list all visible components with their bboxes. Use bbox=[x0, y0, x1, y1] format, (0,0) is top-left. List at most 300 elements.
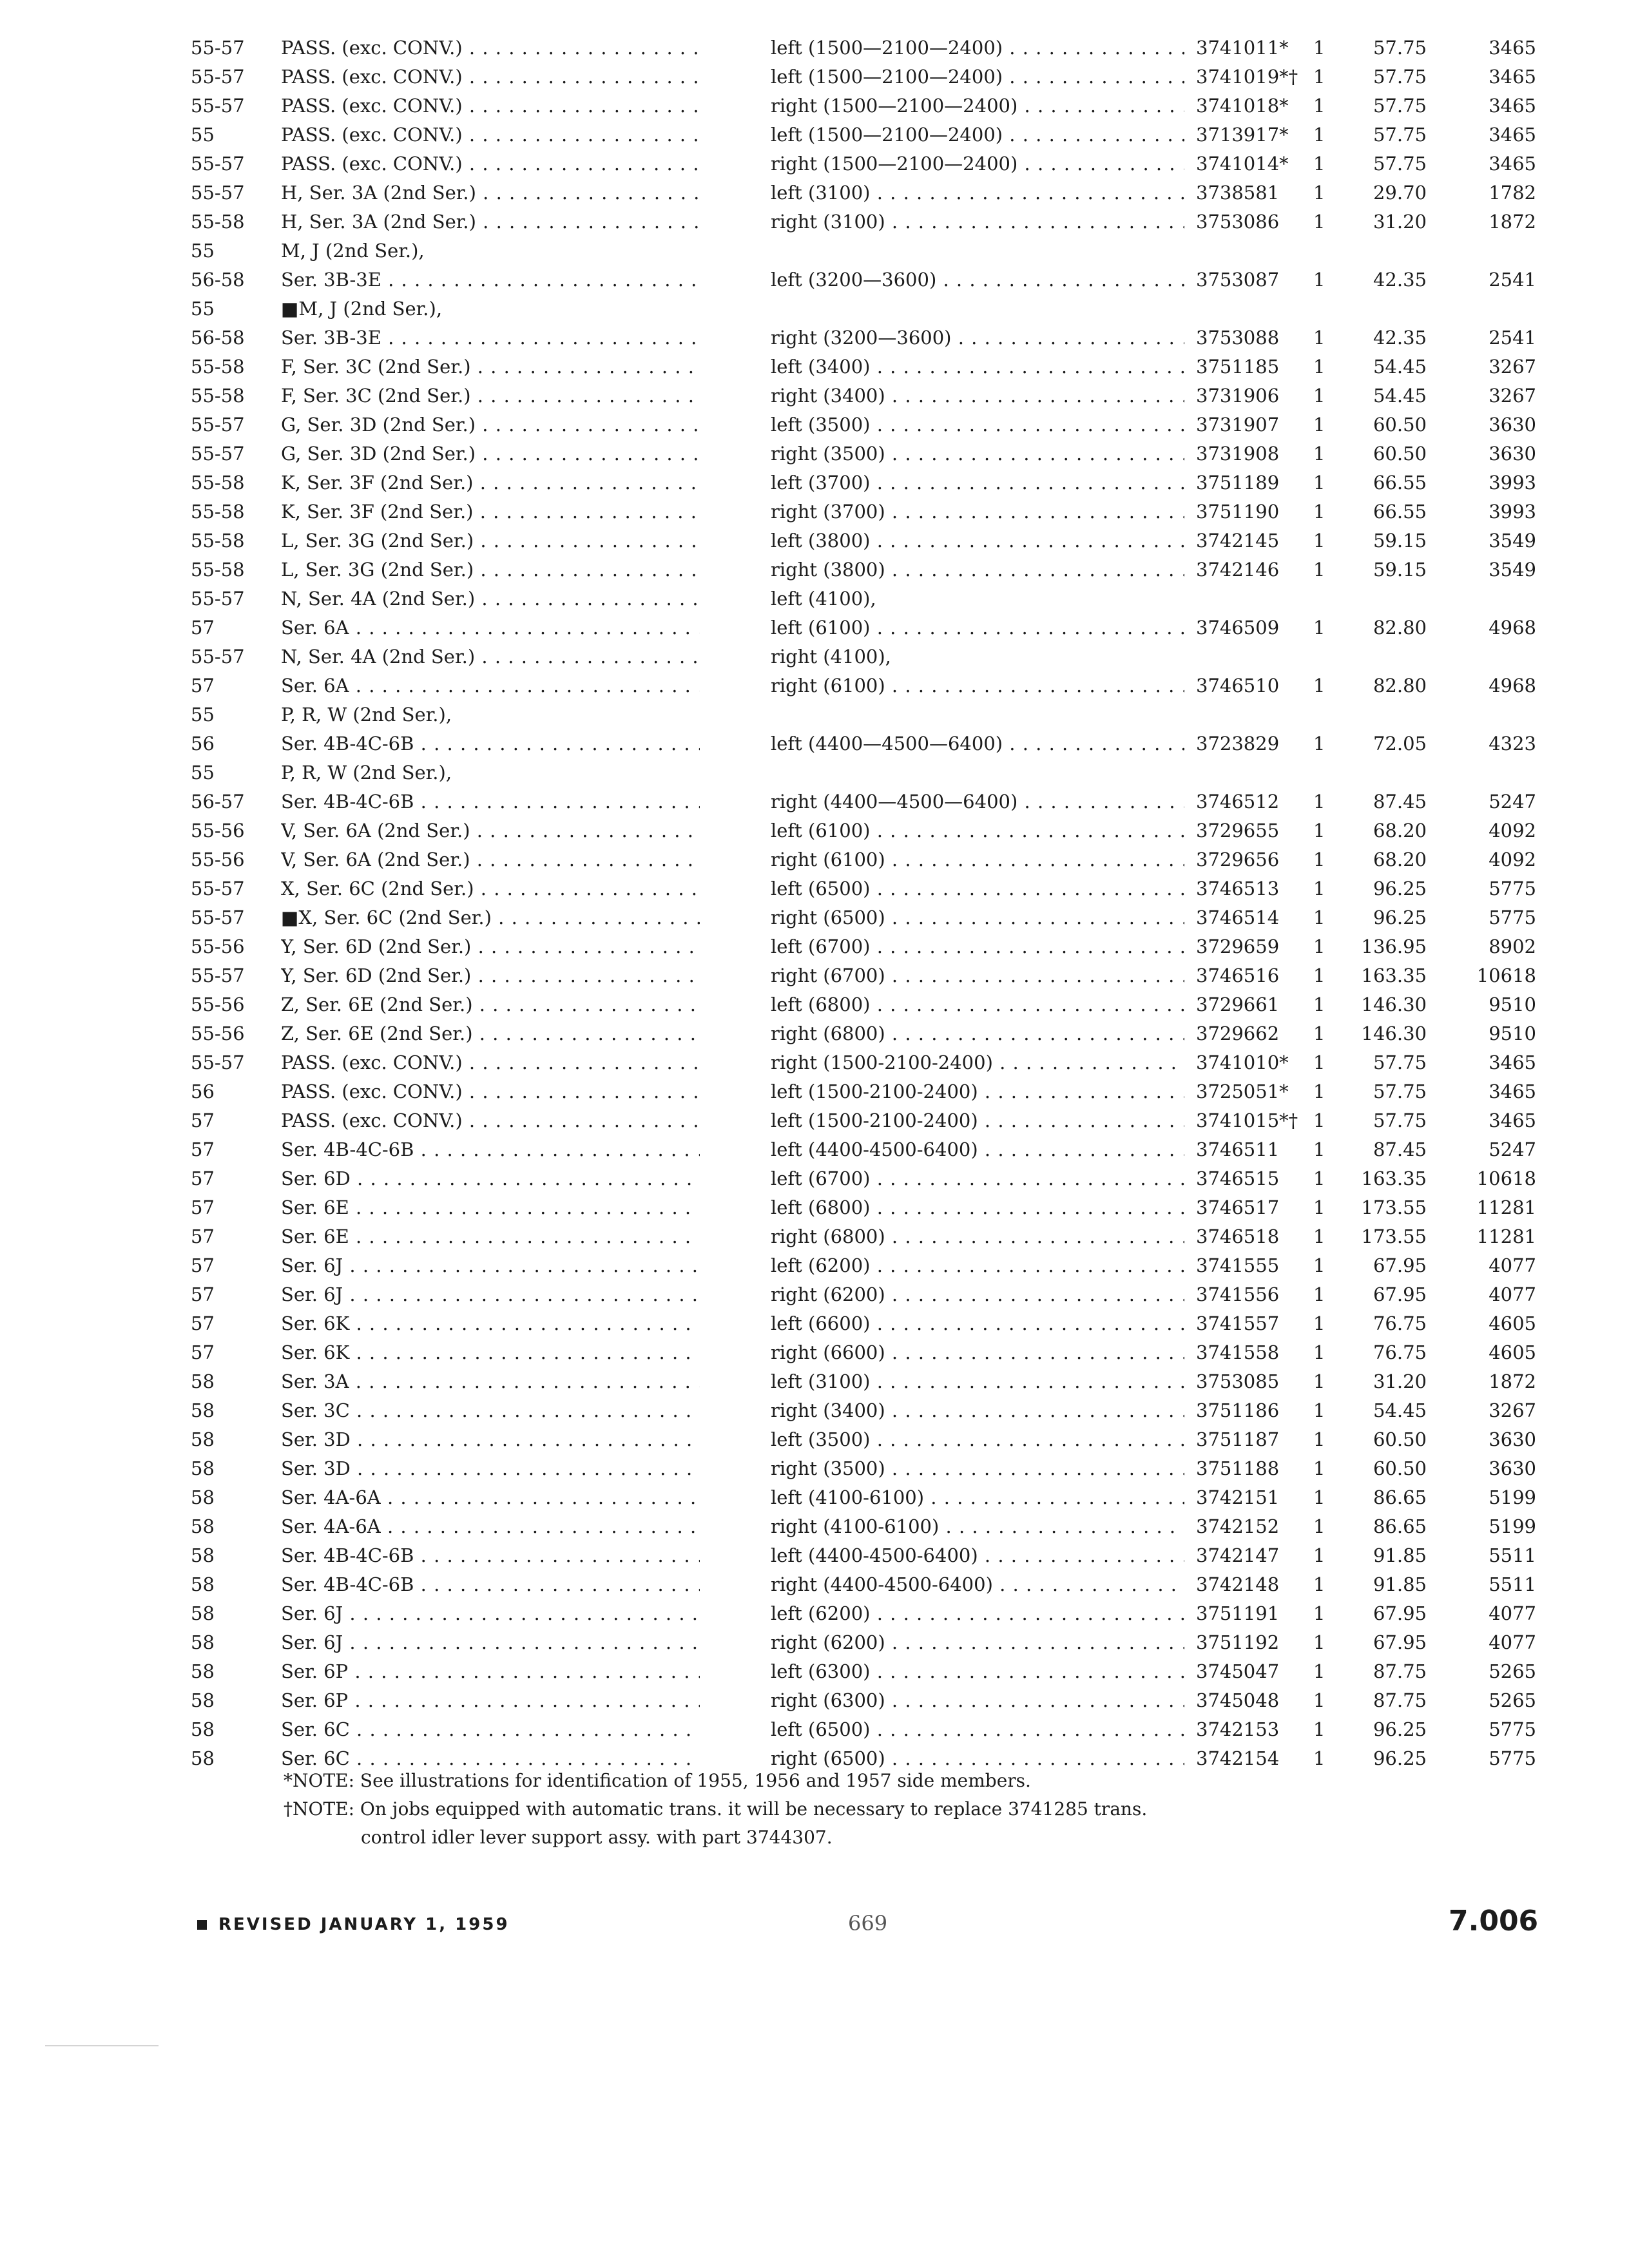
price-cell-text: 87.45 bbox=[1373, 1139, 1427, 1160]
description-cell-text: left (6200) . . . bbox=[771, 1251, 1184, 1280]
model-cell-text: Ser. 3B-3E . . . bbox=[281, 323, 700, 352]
quantity-cell-text: 1 bbox=[1313, 1341, 1325, 1363]
model-cell-text: Ser. 4B-4C-6B . . . bbox=[281, 1570, 700, 1599]
part-number-cell bbox=[1196, 758, 1306, 787]
description-cell bbox=[771, 1222, 1196, 1251]
code-cell-text: 3993 bbox=[1489, 501, 1536, 523]
year-cell bbox=[191, 642, 281, 671]
model-cell bbox=[281, 439, 771, 468]
model-cell-text: Z, Ser. 6E (2nd Ser.) . . . bbox=[281, 1019, 700, 1048]
code-cell bbox=[1441, 1483, 1550, 1512]
model-cell-text: Ser. 6J . . . bbox=[281, 1628, 700, 1657]
price-cell bbox=[1351, 1541, 1441, 1570]
quantity-cell bbox=[1306, 1135, 1351, 1164]
description-cell bbox=[771, 1512, 1196, 1541]
year-cell-text: 58 bbox=[191, 1718, 215, 1740]
description-cell bbox=[771, 700, 1196, 729]
year-cell bbox=[191, 787, 281, 816]
price-cell-text: 42.35 bbox=[1373, 327, 1427, 349]
part-number-cell bbox=[1196, 497, 1306, 526]
description-cell-text: right (6100) . . . bbox=[771, 845, 1184, 874]
description-cell-text: left (6300) . . . bbox=[771, 1657, 1184, 1686]
year-cell-text: 58 bbox=[191, 1747, 215, 1769]
year-cell bbox=[191, 758, 281, 787]
description-cell-text: right (1500—2100—2400) . . . bbox=[771, 149, 1184, 178]
quantity-cell bbox=[1306, 700, 1351, 729]
price-cell bbox=[1351, 845, 1441, 874]
table-row bbox=[191, 34, 1550, 62]
model-cell bbox=[281, 990, 771, 1019]
part-number-cell bbox=[1196, 874, 1306, 903]
code-cell bbox=[1441, 961, 1550, 990]
quantity-cell-text: 1 bbox=[1313, 1602, 1325, 1624]
code-cell bbox=[1441, 120, 1550, 149]
quantity-cell-text: 1 bbox=[1313, 211, 1325, 233]
model-cell-text: N, Ser. 4A (2nd Ser.) . . . bbox=[281, 584, 700, 613]
price-cell bbox=[1351, 787, 1441, 816]
code-cell-text: 3549 bbox=[1489, 530, 1536, 552]
model-cell bbox=[281, 1222, 771, 1251]
description-cell-text: left (3700) . . . bbox=[771, 468, 1184, 497]
note-dagger-line1: †NOTE: On jobs equipped with automatic trans. it will be necessary to replace 3741285 trans. bbox=[284, 1798, 1148, 1820]
description-cell bbox=[771, 1367, 1196, 1396]
code-cell-text: 5247 bbox=[1489, 791, 1536, 812]
code-cell bbox=[1441, 1367, 1550, 1396]
code-cell-text: 2541 bbox=[1489, 269, 1536, 291]
part-number-cell-text: 3742148 bbox=[1196, 1573, 1280, 1595]
code-cell-text: 3465 bbox=[1489, 124, 1536, 146]
code-cell-text: 11281 bbox=[1476, 1196, 1536, 1218]
price-cell bbox=[1351, 468, 1441, 497]
year-cell-text: 55-57 bbox=[191, 153, 245, 175]
quantity-cell bbox=[1306, 1396, 1351, 1425]
description-cell bbox=[771, 642, 1196, 671]
code-cell bbox=[1441, 729, 1550, 758]
code-cell bbox=[1441, 1686, 1550, 1715]
model-cell-text: V, Ser. 6A (2nd Ser.) . . . bbox=[281, 845, 700, 874]
part-number-cell bbox=[1196, 149, 1306, 178]
price-cell bbox=[1351, 1077, 1441, 1106]
price-cell-text: 57.75 bbox=[1373, 37, 1427, 59]
quantity-cell-text: 1 bbox=[1313, 327, 1325, 349]
code-cell-text: 3630 bbox=[1489, 443, 1536, 465]
note-dagger-line2: control idler lever support assy. with part 3744307. bbox=[361, 1827, 833, 1848]
model-cell-text: Ser. 6C . . . bbox=[281, 1744, 700, 1773]
price-cell bbox=[1351, 526, 1441, 555]
quantity-cell bbox=[1306, 758, 1351, 787]
price-cell bbox=[1351, 1193, 1441, 1222]
model-cell-text: PASS. (exc. CONV.) . . . bbox=[281, 1048, 700, 1077]
description-cell-text: left (6500) . . . bbox=[771, 874, 1184, 903]
description-cell bbox=[771, 1251, 1196, 1280]
year-cell-text: 55 bbox=[191, 704, 215, 726]
part-number-cell-text: 3723829 bbox=[1196, 733, 1280, 754]
description-cell bbox=[771, 410, 1196, 439]
code-cell-text: 5775 bbox=[1489, 907, 1536, 928]
model-cell bbox=[281, 207, 771, 236]
description-cell bbox=[771, 874, 1196, 903]
quantity-cell-text: 1 bbox=[1313, 1428, 1325, 1450]
part-number-cell-text: 3741555 bbox=[1196, 1254, 1280, 1276]
price-cell-text: 96.25 bbox=[1373, 1747, 1427, 1769]
description-cell bbox=[771, 932, 1196, 961]
description-cell bbox=[771, 1541, 1196, 1570]
table-row bbox=[191, 1135, 1550, 1164]
year-cell bbox=[191, 1019, 281, 1048]
quantity-cell bbox=[1306, 410, 1351, 439]
model-cell bbox=[281, 62, 771, 91]
quantity-cell bbox=[1306, 1367, 1351, 1396]
code-cell-text: 9510 bbox=[1489, 994, 1536, 1015]
revised-date bbox=[197, 1915, 510, 1934]
year-cell bbox=[191, 1512, 281, 1541]
description-cell bbox=[771, 497, 1196, 526]
code-cell-text: 3630 bbox=[1489, 1457, 1536, 1479]
code-cell bbox=[1441, 1077, 1550, 1106]
description-cell-text: left (4400-4500-6400) . . . bbox=[771, 1541, 1184, 1570]
code-cell bbox=[1441, 497, 1550, 526]
part-number-cell bbox=[1196, 1077, 1306, 1106]
code-cell bbox=[1441, 1512, 1550, 1541]
price-cell-text: 86.65 bbox=[1373, 1515, 1427, 1537]
quantity-cell-text: 1 bbox=[1313, 1196, 1325, 1218]
code-cell-text: 5265 bbox=[1489, 1689, 1536, 1711]
quantity-cell-text: 1 bbox=[1313, 559, 1325, 581]
code-cell bbox=[1441, 1106, 1550, 1135]
table-row bbox=[191, 555, 1550, 584]
part-number-cell-text: 3741557 bbox=[1196, 1312, 1280, 1334]
table-row bbox=[191, 1425, 1550, 1454]
year-cell-text: 58 bbox=[191, 1631, 215, 1653]
part-number-cell bbox=[1196, 700, 1306, 729]
code-cell bbox=[1441, 1309, 1550, 1338]
code-cell-text: 3465 bbox=[1489, 1052, 1536, 1073]
year-cell bbox=[191, 932, 281, 961]
description-cell bbox=[771, 729, 1196, 758]
price-cell bbox=[1351, 874, 1441, 903]
page-number: 669 bbox=[848, 1911, 888, 1936]
year-cell bbox=[191, 352, 281, 381]
part-number-cell-text: 3751192 bbox=[1196, 1631, 1280, 1653]
year-cell-text: 55-57 bbox=[191, 95, 245, 117]
model-cell bbox=[281, 1164, 771, 1193]
price-cell bbox=[1351, 1396, 1441, 1425]
code-cell-text: 3465 bbox=[1489, 37, 1536, 59]
part-number-cell-text: 3753087 bbox=[1196, 269, 1280, 291]
quantity-cell bbox=[1306, 236, 1351, 265]
price-cell bbox=[1351, 1280, 1441, 1309]
quantity-cell-text: 1 bbox=[1313, 1544, 1325, 1566]
part-number-cell bbox=[1196, 1454, 1306, 1483]
model-cell bbox=[281, 816, 771, 845]
quantity-cell-text: 1 bbox=[1313, 1399, 1325, 1421]
year-cell bbox=[191, 1483, 281, 1512]
description-cell bbox=[771, 961, 1196, 990]
description-cell bbox=[771, 584, 1196, 613]
code-cell-text: 3465 bbox=[1489, 95, 1536, 117]
code-cell-text: 1782 bbox=[1489, 182, 1536, 204]
quantity-cell bbox=[1306, 178, 1351, 207]
table-row bbox=[191, 120, 1550, 149]
part-number-cell bbox=[1196, 1048, 1306, 1077]
price-cell bbox=[1351, 671, 1441, 700]
description-cell bbox=[771, 62, 1196, 91]
quantity-cell bbox=[1306, 729, 1351, 758]
price-cell-text: 96.25 bbox=[1373, 1718, 1427, 1740]
part-number-cell bbox=[1196, 207, 1306, 236]
price-cell bbox=[1351, 1570, 1441, 1599]
year-cell-text: 55-58 bbox=[191, 559, 245, 581]
notes bbox=[284, 1767, 1508, 1852]
part-number-cell-text: 3729661 bbox=[1196, 994, 1280, 1015]
description-cell bbox=[771, 34, 1196, 62]
code-cell bbox=[1441, 265, 1550, 294]
year-cell bbox=[191, 1309, 281, 1338]
description-cell-text: left (6100) . . . bbox=[771, 613, 1184, 642]
code-cell bbox=[1441, 1628, 1550, 1657]
price-cell-text: 60.50 bbox=[1373, 1428, 1427, 1450]
model-cell bbox=[281, 1686, 771, 1715]
model-cell bbox=[281, 584, 771, 613]
table-row bbox=[191, 1077, 1550, 1106]
code-cell-text: 10618 bbox=[1476, 965, 1536, 986]
part-number-cell-text: 3741018* bbox=[1196, 95, 1289, 117]
model-cell-text: Z, Ser. 6E (2nd Ser.) . . . bbox=[281, 990, 700, 1019]
price-cell bbox=[1351, 1686, 1441, 1715]
year-cell bbox=[191, 903, 281, 932]
description-cell bbox=[771, 787, 1196, 816]
model-cell bbox=[281, 91, 771, 120]
part-number-cell-text: 3731906 bbox=[1196, 385, 1280, 407]
description-cell-text: left (6700) . . . bbox=[771, 1164, 1184, 1193]
price-cell bbox=[1351, 555, 1441, 584]
table-row bbox=[191, 700, 1550, 729]
description-cell bbox=[771, 555, 1196, 584]
description-cell-text: right (6100) . . . bbox=[771, 671, 1184, 700]
part-number-cell bbox=[1196, 439, 1306, 468]
price-cell bbox=[1351, 961, 1441, 990]
year-cell bbox=[191, 178, 281, 207]
year-cell bbox=[191, 845, 281, 874]
year-cell bbox=[191, 1338, 281, 1367]
price-cell bbox=[1351, 149, 1441, 178]
part-number-cell-text: 3746509 bbox=[1196, 617, 1280, 639]
model-cell bbox=[281, 671, 771, 700]
part-number-cell bbox=[1196, 1512, 1306, 1541]
year-cell-text: 57 bbox=[191, 1283, 215, 1305]
quantity-cell-text: 1 bbox=[1313, 733, 1325, 754]
description-cell bbox=[771, 1106, 1196, 1135]
quantity-cell-text: 1 bbox=[1313, 472, 1325, 494]
year-cell bbox=[191, 1396, 281, 1425]
model-cell bbox=[281, 1106, 771, 1135]
price-cell-text: 57.75 bbox=[1373, 124, 1427, 146]
quantity-cell-text: 1 bbox=[1313, 994, 1325, 1015]
model-cell bbox=[281, 1077, 771, 1106]
code-cell bbox=[1441, 1135, 1550, 1164]
model-cell-text: Ser. 6K . . . bbox=[281, 1309, 700, 1338]
year-cell-text: 55-56 bbox=[191, 936, 245, 957]
price-cell bbox=[1351, 294, 1441, 323]
quantity-cell-text: 1 bbox=[1313, 907, 1325, 928]
year-cell bbox=[191, 1251, 281, 1280]
part-number-cell bbox=[1196, 1599, 1306, 1628]
description-cell-text: left (6700) . . . bbox=[771, 932, 1184, 961]
table-row bbox=[191, 1280, 1550, 1309]
part-number-cell-text: 3741010* bbox=[1196, 1052, 1289, 1073]
table-row bbox=[191, 874, 1550, 903]
year-cell bbox=[191, 294, 281, 323]
price-cell bbox=[1351, 236, 1441, 265]
code-cell-text: 5775 bbox=[1489, 1747, 1536, 1769]
description-cell-text: left (4100), bbox=[771, 588, 876, 610]
code-cell bbox=[1441, 1454, 1550, 1483]
model-cell bbox=[281, 1454, 771, 1483]
quantity-cell-text: 1 bbox=[1313, 1081, 1325, 1102]
part-number-cell bbox=[1196, 671, 1306, 700]
year-cell bbox=[191, 34, 281, 62]
price-cell bbox=[1351, 265, 1441, 294]
code-cell bbox=[1441, 613, 1550, 642]
price-cell-text: 57.75 bbox=[1373, 95, 1427, 117]
price-cell bbox=[1351, 1106, 1441, 1135]
quantity-cell-text: 1 bbox=[1313, 1225, 1325, 1247]
description-cell-text: left (6500) . . . bbox=[771, 1715, 1184, 1744]
code-cell bbox=[1441, 555, 1550, 584]
model-cell-text: P, R, W (2nd Ser.), bbox=[281, 704, 452, 726]
code-cell bbox=[1441, 1019, 1550, 1048]
part-number-cell-text: 3751191 bbox=[1196, 1602, 1280, 1624]
part-number-cell-text: 3751185 bbox=[1196, 356, 1280, 378]
price-cell bbox=[1351, 1425, 1441, 1454]
quantity-cell bbox=[1306, 787, 1351, 816]
model-cell bbox=[281, 1599, 771, 1628]
description-cell bbox=[771, 613, 1196, 642]
year-cell bbox=[191, 1599, 281, 1628]
part-number-cell bbox=[1196, 613, 1306, 642]
price-cell-text: 67.95 bbox=[1373, 1254, 1427, 1276]
price-cell bbox=[1351, 1628, 1441, 1657]
price-cell bbox=[1351, 178, 1441, 207]
price-cell-text: 42.35 bbox=[1373, 269, 1427, 291]
year-cell-text: 56-58 bbox=[191, 327, 245, 349]
price-cell bbox=[1351, 439, 1441, 468]
model-cell bbox=[281, 265, 771, 294]
table-row bbox=[191, 207, 1550, 236]
part-number-cell bbox=[1196, 120, 1306, 149]
year-cell-text: 58 bbox=[191, 1370, 215, 1392]
quantity-cell-text: 1 bbox=[1313, 1023, 1325, 1044]
table-row bbox=[191, 1251, 1550, 1280]
model-cell-text: X, Ser. 6C (2nd Ser.) . . . bbox=[281, 874, 700, 903]
description-cell bbox=[771, 845, 1196, 874]
part-number-cell bbox=[1196, 555, 1306, 584]
year-cell bbox=[191, 874, 281, 903]
part-number-cell-text: 3746518 bbox=[1196, 1225, 1280, 1247]
price-cell bbox=[1351, 1222, 1441, 1251]
model-cell-text: Ser. 3D . . . bbox=[281, 1425, 700, 1454]
table-row bbox=[191, 613, 1550, 642]
part-number-cell-text: 3742147 bbox=[1196, 1544, 1280, 1566]
description-cell bbox=[771, 1164, 1196, 1193]
part-number-cell bbox=[1196, 1570, 1306, 1599]
description-cell-text: left (6800) . . . bbox=[771, 1193, 1184, 1222]
table-row bbox=[191, 1657, 1550, 1686]
year-cell bbox=[191, 1164, 281, 1193]
part-number-cell-text: 3746513 bbox=[1196, 878, 1280, 899]
part-number-cell bbox=[1196, 34, 1306, 62]
quantity-cell bbox=[1306, 1077, 1351, 1106]
code-cell bbox=[1441, 1048, 1550, 1077]
code-cell bbox=[1441, 236, 1550, 265]
year-cell-text: 55-57 bbox=[191, 414, 245, 436]
table-row bbox=[191, 1570, 1550, 1599]
description-cell-text: left (3500) . . . bbox=[771, 410, 1184, 439]
table-row bbox=[191, 62, 1550, 91]
description-cell bbox=[771, 758, 1196, 787]
price-cell bbox=[1351, 352, 1441, 381]
model-cell-text: Ser. 3D . . . bbox=[281, 1454, 700, 1483]
description-cell-text: left (3400) . . . bbox=[771, 352, 1184, 381]
year-cell bbox=[191, 62, 281, 91]
code-cell-text: 3630 bbox=[1489, 1428, 1536, 1450]
price-cell bbox=[1351, 410, 1441, 439]
price-cell-text: 60.50 bbox=[1373, 1457, 1427, 1479]
year-cell bbox=[191, 236, 281, 265]
code-cell-text: 4605 bbox=[1489, 1341, 1536, 1363]
price-cell-text: 76.75 bbox=[1373, 1341, 1427, 1363]
quantity-cell bbox=[1306, 642, 1351, 671]
model-cell-text: Ser. 6J . . . bbox=[281, 1280, 700, 1309]
price-cell bbox=[1351, 613, 1441, 642]
part-number-cell-text: 3741558 bbox=[1196, 1341, 1280, 1363]
price-cell bbox=[1351, 1599, 1441, 1628]
price-cell-text: 57.75 bbox=[1373, 1052, 1427, 1073]
description-cell-text: right (3700) . . . bbox=[771, 497, 1184, 526]
part-number-cell-text: 3742151 bbox=[1196, 1486, 1280, 1508]
year-cell-text: 55-58 bbox=[191, 472, 245, 494]
description-cell bbox=[771, 1599, 1196, 1628]
quantity-cell bbox=[1306, 874, 1351, 903]
year-cell-text: 55 bbox=[191, 240, 215, 262]
price-cell bbox=[1351, 1019, 1441, 1048]
code-cell bbox=[1441, 903, 1550, 932]
code-cell bbox=[1441, 1193, 1550, 1222]
part-number-cell-text: 3725051* bbox=[1196, 1081, 1289, 1102]
year-cell bbox=[191, 1454, 281, 1483]
year-cell-text: 55-56 bbox=[191, 849, 245, 870]
year-cell bbox=[191, 613, 281, 642]
year-cell bbox=[191, 1541, 281, 1570]
quantity-cell bbox=[1306, 1512, 1351, 1541]
model-cell-text: Ser. 3B-3E . . . bbox=[281, 265, 700, 294]
price-cell-text: 173.55 bbox=[1361, 1196, 1427, 1218]
part-number-cell-text: 3742145 bbox=[1196, 530, 1280, 552]
year-cell bbox=[191, 1135, 281, 1164]
description-cell bbox=[771, 1396, 1196, 1425]
part-number-cell bbox=[1196, 236, 1306, 265]
description-cell bbox=[771, 178, 1196, 207]
price-cell-text: 67.95 bbox=[1373, 1631, 1427, 1653]
price-cell-text: 54.45 bbox=[1373, 356, 1427, 378]
code-cell-text: 5775 bbox=[1489, 1718, 1536, 1740]
quantity-cell bbox=[1306, 1599, 1351, 1628]
price-cell bbox=[1351, 729, 1441, 758]
quantity-cell bbox=[1306, 91, 1351, 120]
description-cell-text: left (1500—2100—2400) . . . bbox=[771, 120, 1184, 149]
quantity-cell-text: 1 bbox=[1313, 1312, 1325, 1334]
year-cell-text: 55-57 bbox=[191, 37, 245, 59]
